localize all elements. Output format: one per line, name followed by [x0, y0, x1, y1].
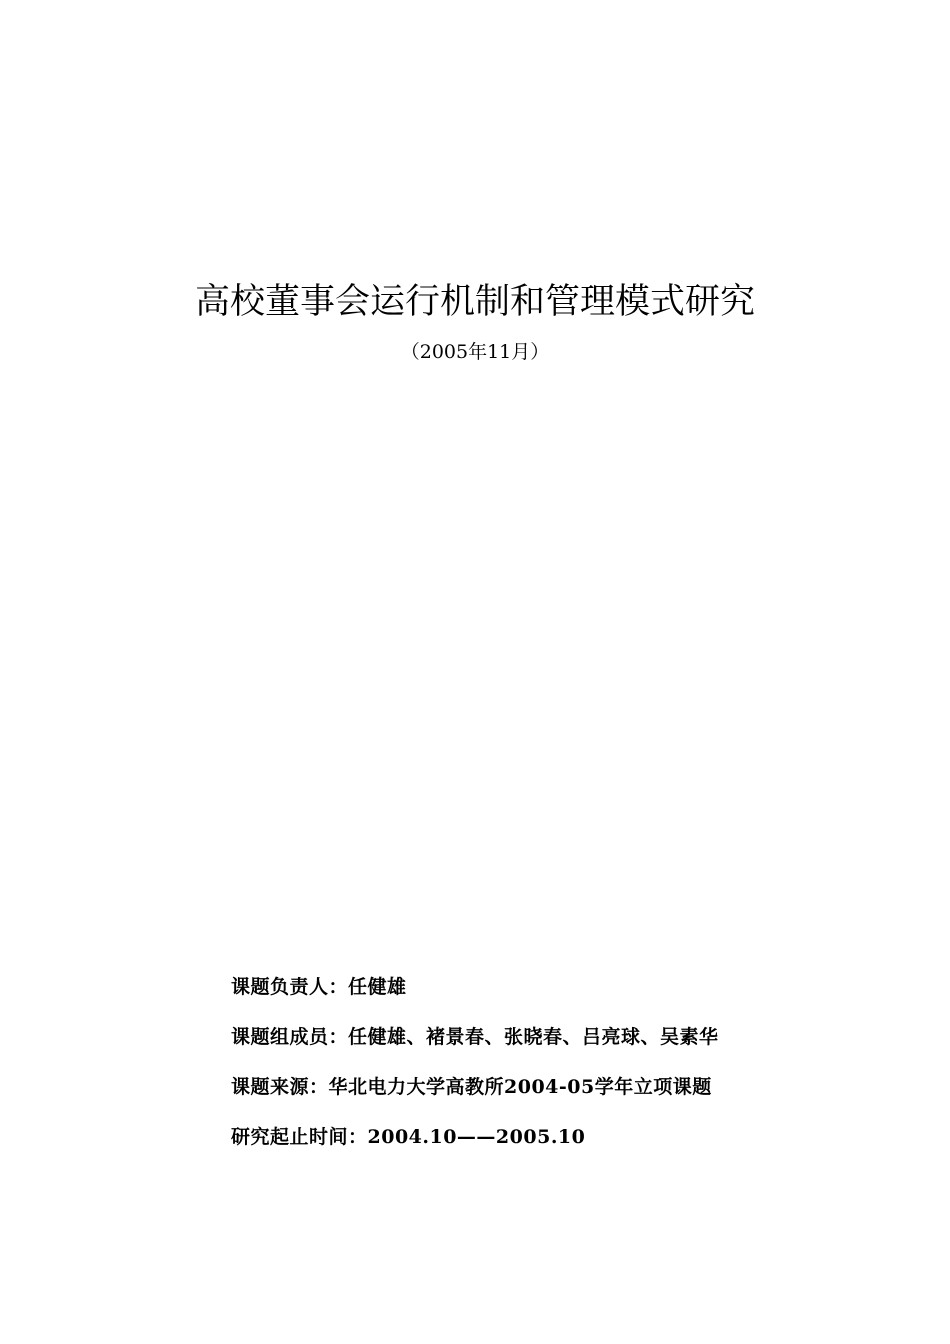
project-members-line: 课题组成员：任健雄、褚景春、张晓春、吕亮球、吴素华 — [231, 1026, 719, 1048]
project-leader-line: 课题负责人：任健雄 — [231, 976, 407, 998]
document-title: 高校董事会运行机制和管理模式研究 — [194, 282, 755, 322]
project-source-line: 课题来源：华北电力大学高教所2004-05学年立项课题 — [231, 1076, 712, 1098]
document-date: （2005年11月） — [400, 341, 550, 363]
research-period-line: 研究起止时间：2004.10——2005.10 — [231, 1126, 586, 1148]
project-info-block — [231, 974, 931, 1174]
